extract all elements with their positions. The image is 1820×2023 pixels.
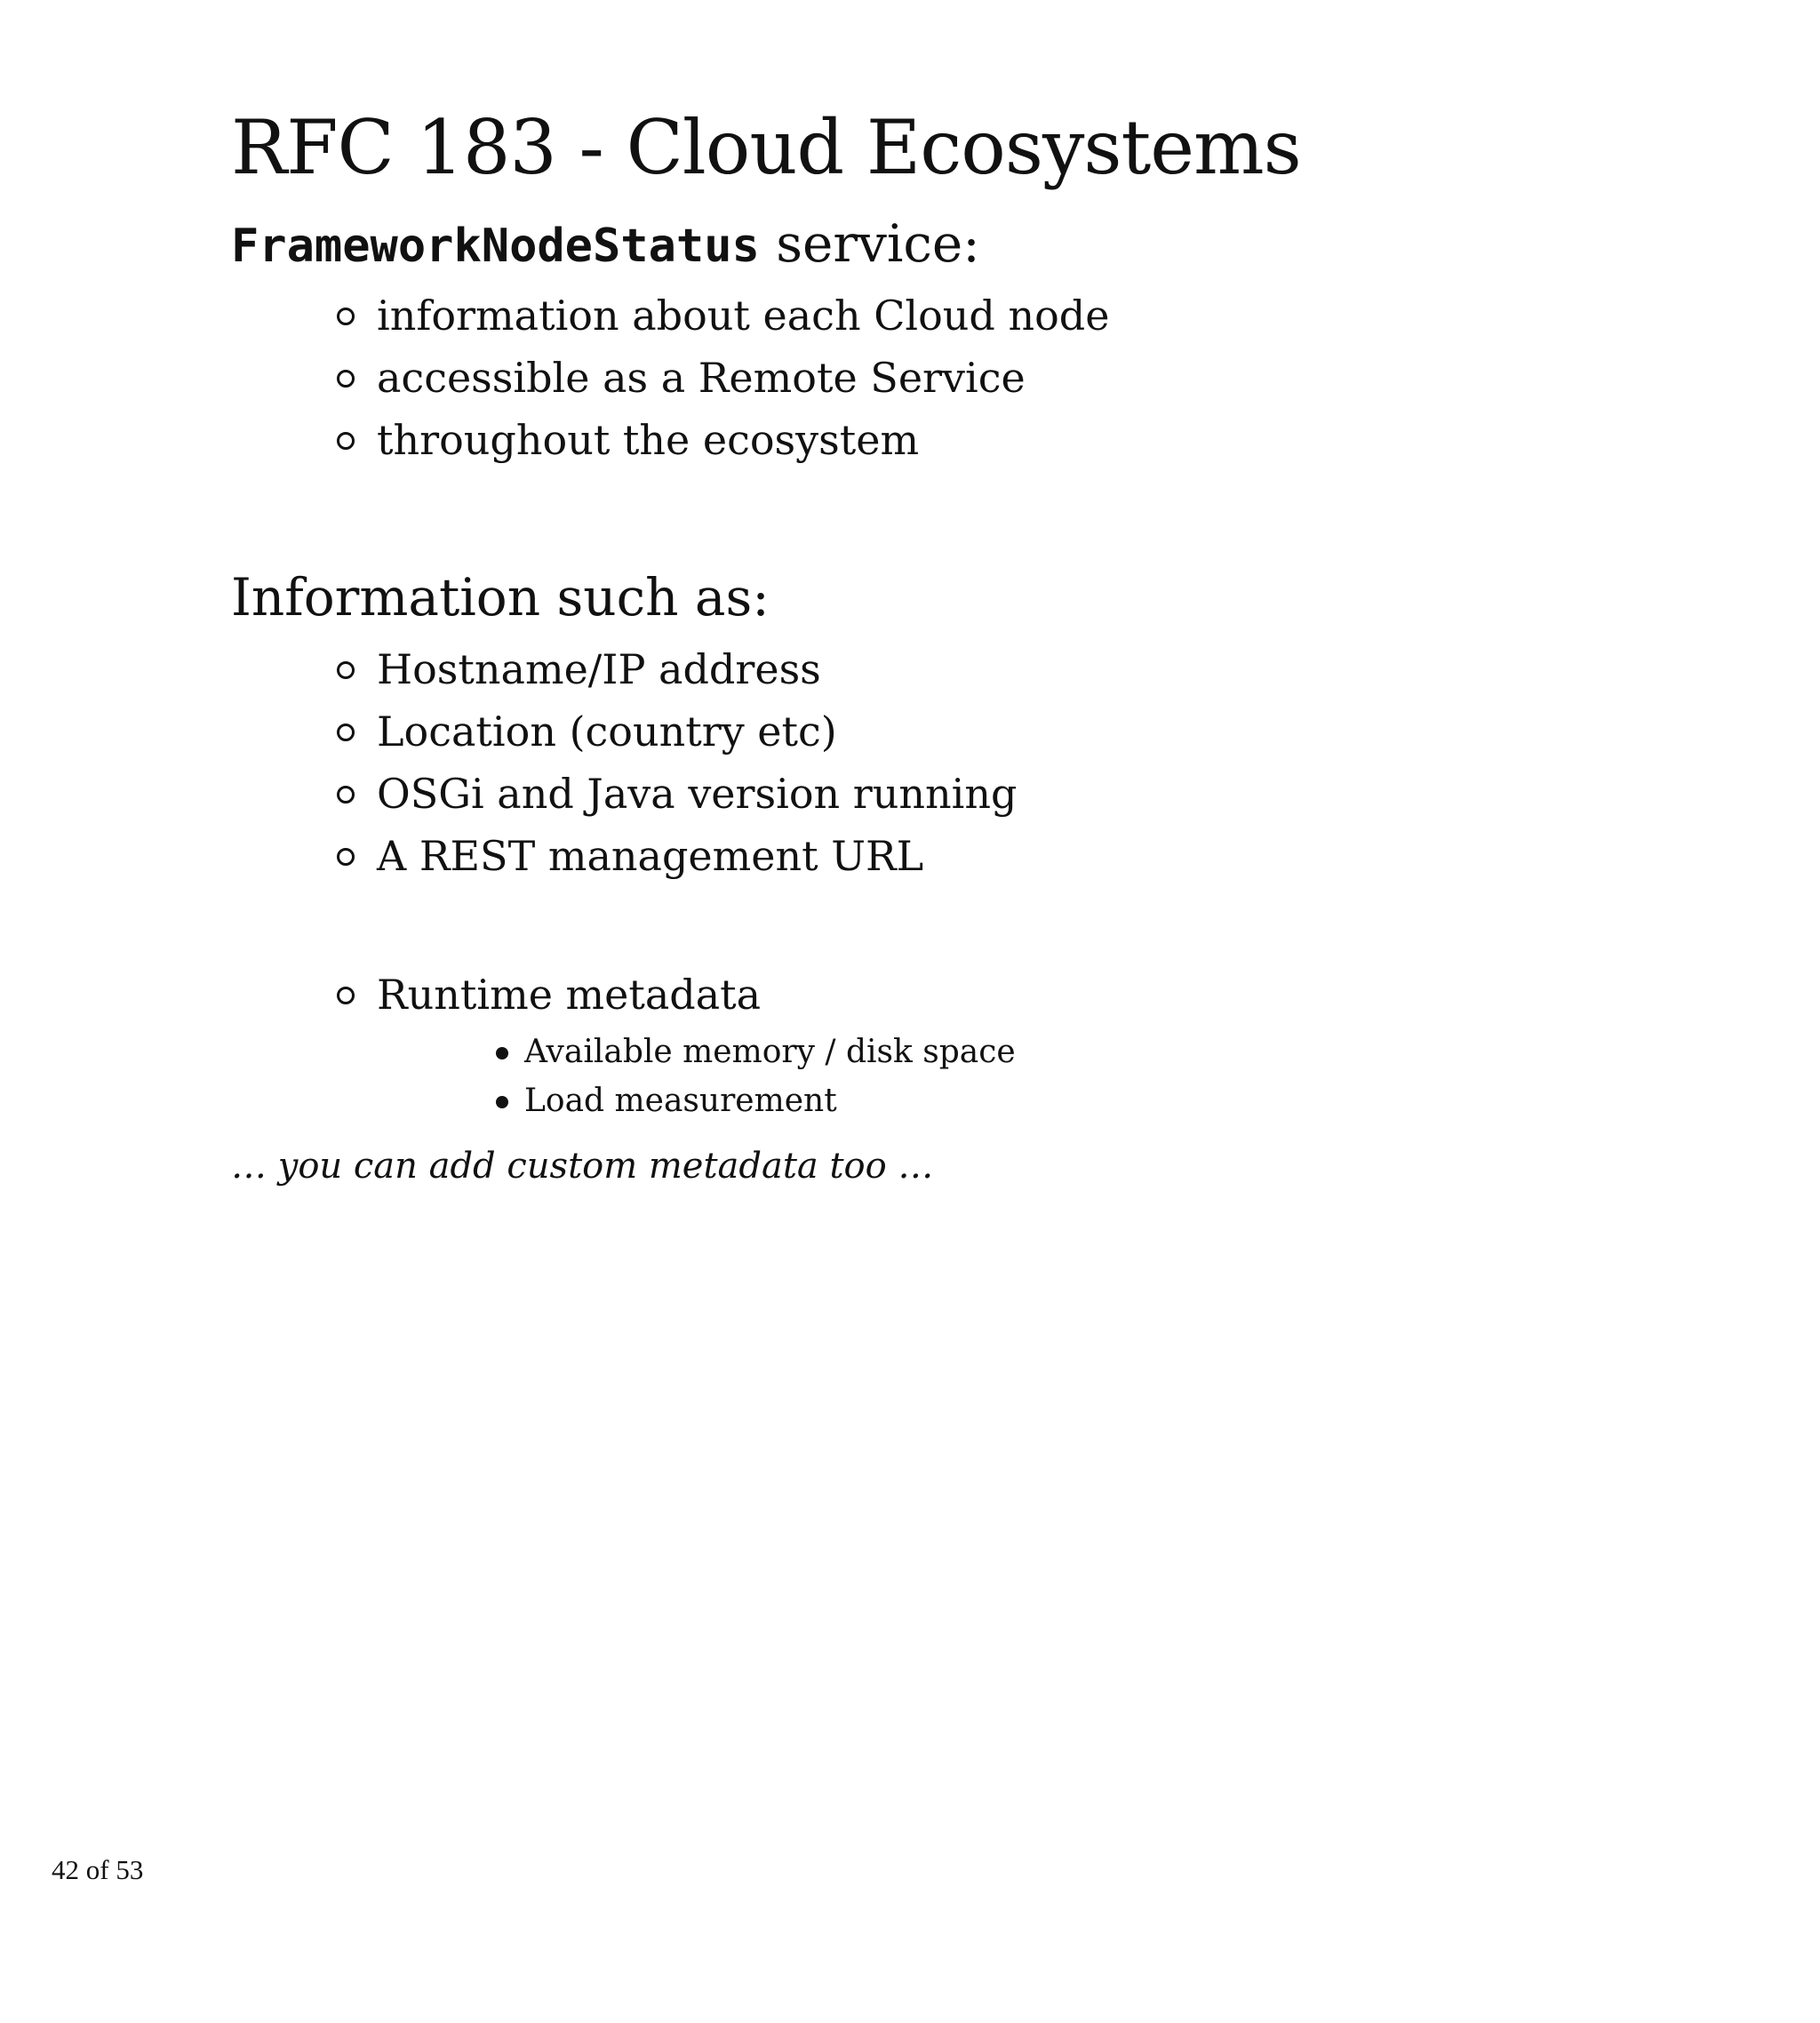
circle-bullet-icon bbox=[337, 987, 355, 1004]
circle-bullet-icon bbox=[337, 661, 355, 679]
list-item: Hostname/IP address bbox=[377, 638, 1742, 700]
list-item: OSGi and Java version running bbox=[377, 763, 1742, 825]
slide-content bbox=[231, 104, 1742, 1189]
custom-metadata-note: … you can add custom metadata too … bbox=[231, 1145, 934, 1187]
information-heading: Information such as: bbox=[231, 566, 770, 628]
circle-bullet-icon bbox=[337, 308, 355, 325]
list-item: information about each Cloud node bbox=[377, 284, 1742, 347]
service-heading-suffix: service: bbox=[759, 213, 980, 275]
service-description-list bbox=[231, 284, 1742, 471]
circle-bullet-icon bbox=[337, 724, 355, 741]
list-item: accessible as a Remote Service bbox=[377, 347, 1742, 409]
runtime-metadata-sublist bbox=[377, 1027, 1742, 1125]
service-name-code: FrameworkNodeStatus bbox=[231, 220, 760, 274]
circle-bullet-icon bbox=[337, 370, 355, 388]
slide-title: RFC 183 - Cloud Ecosystems bbox=[231, 104, 1301, 191]
runtime-metadata-item: Runtime metadata Available memory / disk space Load measurement bbox=[377, 964, 1742, 1125]
page-counter: 42 of 53 bbox=[52, 1854, 144, 1885]
list-item: Load measurement bbox=[524, 1076, 1742, 1125]
list-item: Location (country etc) bbox=[377, 700, 1742, 763]
circle-bullet-icon bbox=[337, 432, 355, 450]
information-list bbox=[231, 638, 1742, 1125]
disc-bullet-icon bbox=[496, 1096, 508, 1108]
disc-bullet-icon bbox=[496, 1047, 508, 1059]
list-item: throughout the ecosystem bbox=[377, 409, 1742, 471]
circle-bullet-icon bbox=[337, 786, 355, 804]
circle-bullet-icon bbox=[337, 848, 355, 866]
list-item: Available memory / disk space bbox=[524, 1027, 1742, 1076]
framework-node-status-heading bbox=[231, 213, 1742, 276]
list-item: A REST management URL bbox=[377, 825, 1742, 887]
